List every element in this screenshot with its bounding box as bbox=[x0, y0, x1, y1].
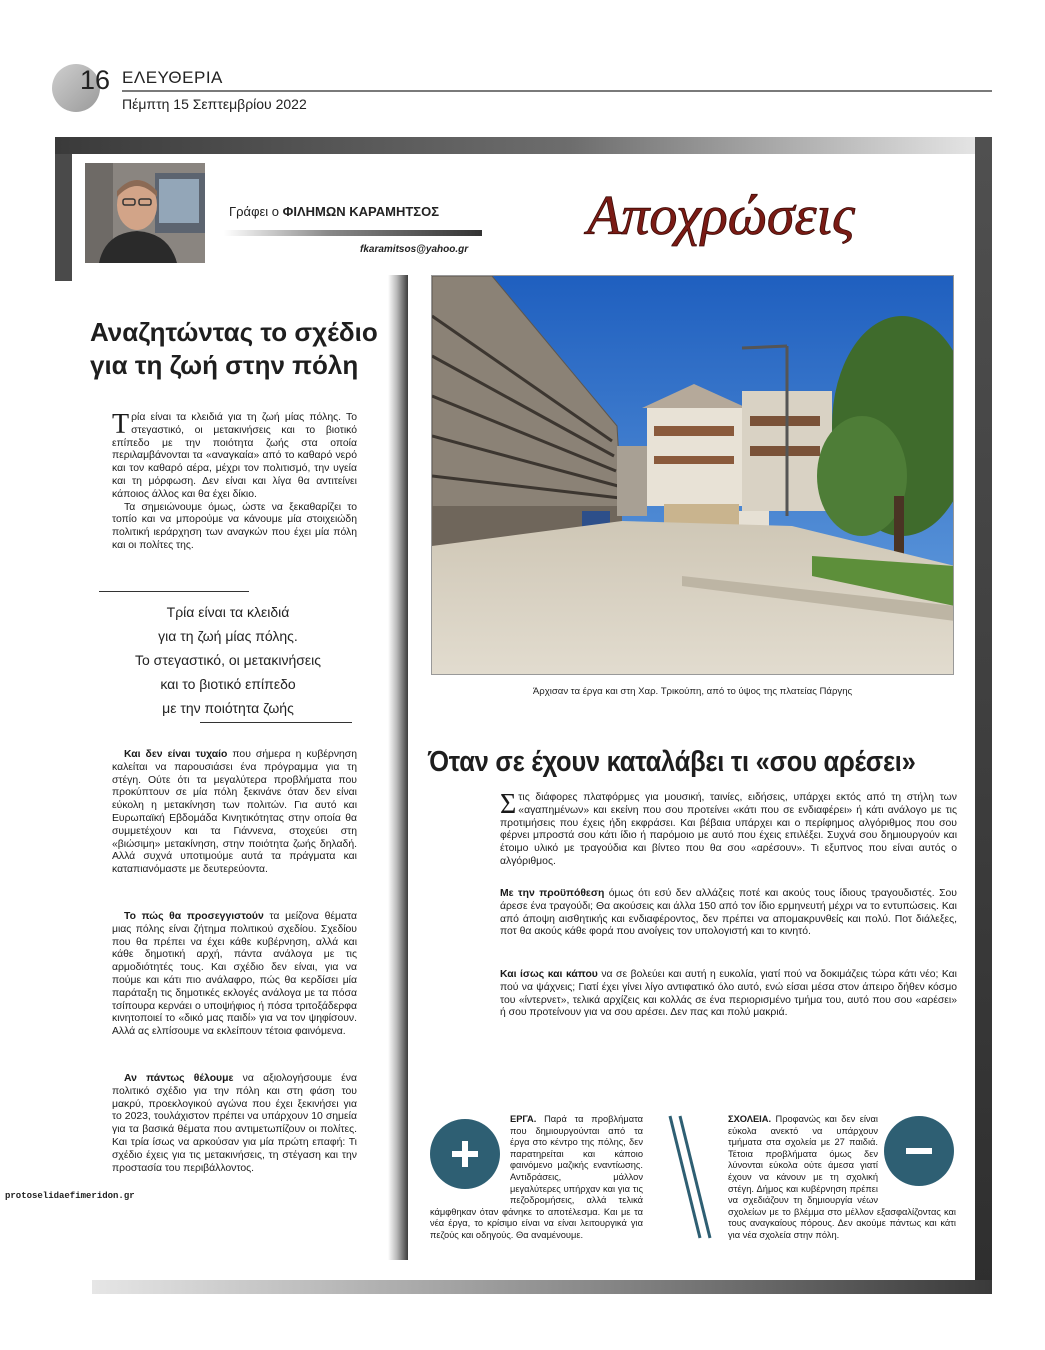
pull-quote-line: για τη ζωή μίας πόλης. bbox=[158, 628, 298, 644]
article1-p3-lead: Το πώς θα προσεγγιστούν bbox=[124, 911, 264, 922]
minus-box bbox=[728, 1114, 956, 1242]
pull-quote-line: Το στεγαστικό, οι μετακινήσεις bbox=[134, 652, 322, 668]
article2-p3-text: να σε βολεύει και αυτή η ευκολία, γιατί πού να δοκιμάζεις τώρα κάτι νέο; Και πού να ψάχνεις; Γιατί έχει γίνει λίγο αντιφατικό όλο αυτό, ενώ είσαι μέσα στον άπειρο δήθεν κόσμο του «ίντερνετ», τελικά αρχίζεις και κολλάς σε ένα περιορισμένο τμήμα του, αυτό που σου «αρέσει» ή σου προτείνουν για να σου αρέσει. Δεν πας και πολύ μακριά. bbox=[500, 969, 957, 1019]
pull-quote-rule-top bbox=[99, 591, 249, 592]
author-email[interactable]: fkaramitsos@yahoo.gr bbox=[360, 244, 469, 255]
byline bbox=[229, 204, 439, 219]
column-logo bbox=[526, 176, 916, 256]
minus-box-text: Προφανώς και δεν είναι εύκολα ανεκτό να υπάρχουν τμήματα στα σχολεία με 27 παιδιά. Τέτοια προβλήματα όμως δεν λύνονται εύκολα ούτε άμεσα γιατί έχουν να κάνουν με τη σχολική στέγη. Δήμος και κυβέρνηση πρέπει να σχεδιάζουν τη δημιουργία νέων σχολείων με το βλέμμα στο μέλλον εξασφαλίζοντας και τους αναγκαίους πόρους. Δεν ακούμε πάντως και κάτι για νέα σχολεία στην πόλη. bbox=[728, 1114, 956, 1240]
article2-dropcap: Σ bbox=[500, 789, 517, 820]
article1-paragraph-2 bbox=[112, 749, 357, 877]
newspaper-name: ΕΛΕΥΘΕΡΙΑ bbox=[122, 68, 223, 87]
header-rule bbox=[122, 90, 992, 92]
column-divider bbox=[388, 275, 408, 1260]
source-watermark: protoselidaefimeridon.gr bbox=[5, 1191, 135, 1201]
plus-box-spacer bbox=[430, 1114, 510, 1204]
column-logo-text: Αποχρώσεις bbox=[587, 185, 855, 247]
article1-p3-text: τα μείζονα θέματα μιας πόλης είναι ζήτημα πολιτικού σχεδίου. Σχεδίου που θα πρέπει να έχει κάθε κυβέρνηση, αλλά και κάθε δημοτική αρχή, πάντα ανάλογα με τις αρμοδιότητές τους. Και σχέδιο δεν είναι, για να πούμε και κάτι πιο ανάλαφρο, πώς θα κερδίσει μία παράταξη τις δημοτικές εκλογές ανάλογα με τα πόσα τσίπουρα κερνάει ο υποψήφιος ή πόσα τριτοξάδερφα κινητοποιεί το «δικό μας παιδί» για να τον ψηφίσουν. Αλλά ας ελπίσουμε να εκλείπουν τέτοια φαινόμενα. bbox=[112, 911, 357, 1038]
article2-p3-lead: Και ίσως και κάπου bbox=[500, 969, 598, 980]
author-photo bbox=[85, 163, 205, 263]
minus-box-heading: ΣΧΟΛΕΙΑ. bbox=[728, 1114, 772, 1124]
article1-title-line2: για τη ζωή στην πόλη bbox=[90, 350, 359, 380]
article1-p4-lead: Αν πάντως θέλουμε bbox=[124, 1073, 234, 1084]
article1-paragraph-1 bbox=[112, 409, 357, 553]
article2-p2-lead: Με την προϋπόθεση bbox=[500, 888, 605, 899]
street-photo bbox=[431, 275, 954, 675]
article1-title bbox=[90, 316, 380, 382]
author-name: ΦΙΛΗΜΩΝ ΚΑΡΑΜΗΤΣΟΣ bbox=[282, 204, 439, 219]
article1-dropcap: Τ bbox=[112, 409, 130, 440]
issue-date: Πέμπτη 15 Σεπτεμβρίου 2022 bbox=[122, 96, 307, 112]
byline-rule bbox=[224, 230, 482, 236]
plus-box bbox=[430, 1114, 643, 1242]
pull-quote-line: με την ποιότητα ζωής bbox=[162, 700, 294, 716]
article1-p1-text: ρία είναι τα κλειδιά για τη ζωή μίας πόλης. Το στεγαστικό, οι μετακινήσεις και το βιοτικό επίπεδο με την ποιότητα ζωής στα οποία περιλαμβάνονται τα «αναγκαία» από το καθαρό νερό και τον καθαρό αέρα, μέχρι τον πολιτισμό, την υγεία και τη μόρφωση. Δεν είναι και λίγα θα αντιτείνει κάποιος άλλος και θα έχει δίκιο. bbox=[112, 412, 357, 500]
article1-title-line1: Αναζητώντας το σχέδιο bbox=[90, 317, 378, 347]
byline-prefix: Γράφει ο bbox=[229, 204, 280, 219]
frame-left-bar bbox=[55, 154, 72, 281]
article1-paragraph-3 bbox=[112, 911, 357, 1039]
divider-slashes-icon bbox=[664, 1112, 718, 1242]
plus-box-heading: ΕΡΓΑ. bbox=[510, 1114, 537, 1124]
article2-title: Όταν σε έχουν καταλάβει τι «σου αρέσει» bbox=[428, 746, 916, 778]
article2-p1-text: τις διάφορες πλατφόρμες για μουσική, ταινίες, ειδήσεις, υπάρχει εκτός από τη στήλη των «αγαπημένων» και εκείνη που σου προτείνει «κάτι που σε ενδιαφέρει» ή κάτι ανάλογο με τις προτιμήσεις που έχεις ήδη εκφράσει. Και βέβαια υπάρχει και ο περίφημος αλγόριθμος που σου φέρνει μπροστά σου κάτι ίδιο ή παρόμοιο με αυτό που έχεις επιλέξει. Συχνά σου δημιουργούν και έτοιμο υλικό με τραγούδια και βίντεο που θα σου «αρέσουν». Τι εξυπνος που είναι αυτός ο αλγόριθμος. bbox=[500, 792, 957, 867]
frame-bottom-bar bbox=[92, 1280, 992, 1294]
pull-quote-line: Τρία είναι τα κλειδιά bbox=[166, 604, 290, 620]
article1-paragraph-4 bbox=[112, 1073, 357, 1175]
article1-p1b-text: Τα σημειώνουμε όμως, ώστε να ξεκαθαρίζει το τοπίο και να μπορούμε να κάνουμε μία στοιχειώδη πολιτική ιεράρχηση των αναγκών που έχει μία πόλη και οι πολίτες της. bbox=[112, 501, 357, 551]
plus-box-text: Παρά τα προβλήματα που δημιουργούνται από τα έργα στο κέντρο της πόλης, δεν παρατηρείται και κάποιο φαινόμενο μαζικής εναντίωσης. Αντιδράσεις, μάλλον μεγαλύτερες υπήρχαν και για τις πεζοδρομήσεις, αλλά τελικά κάμφθηκαν όταν φάνηκε το αποτέλεσμα. Και με τα νέα έργα, το κρίσιμο είναι να είναι λειτουργικά για πεζούς και οδηγούς. Θα αναμένουμε. bbox=[430, 1114, 643, 1240]
article1-p2-text: που σήμερα η κυβέρνηση καλείται να παρουσιάσει ένα πρόγραμμα για τη στέγη. Ούτε ότι τα μεγαλύτερα προβλήματα που προκύπτουν σε μία πόλη ξεκινάνε όταν δεν είναι εύκολη η μετακίνηση των πολιτών. Για αυτό και Ευρωπαϊκή Εβδομάδα Κινητικότητας στην οποία θα συμμετέχουν και τα Γιάννενα, στοχεύει στη «βιώσιμη» μετακίνηση, στην ποιότητα ζωής δηλαδή. Αλλά συχνά υποτιμούμε αυτά τα πράγματα και καταπιανόμαστε με δευτερεύοντα. bbox=[112, 749, 358, 876]
photo-caption: Άρχισαν τα έργα και στη Χαρ. Τρικούπη, από το ύψος της πλατείας Πάργης bbox=[532, 686, 853, 697]
article2-paragraph-1 bbox=[500, 789, 957, 869]
frame-top-bar bbox=[55, 137, 992, 154]
article2-paragraph-3 bbox=[500, 969, 957, 1020]
article2-paragraph-2 bbox=[500, 888, 957, 939]
frame-right-bar bbox=[975, 137, 992, 1294]
minus-box-spacer bbox=[878, 1114, 956, 1198]
pull-quote-line: και το βιοτικό επίπεδο bbox=[160, 676, 296, 692]
page-header bbox=[52, 62, 992, 122]
article2-p2-text: όμως ότι εσύ δεν αλλάζεις ποτέ και ακούς τους ίδιους τραγουδιστές. Σου άρεσε ένα τραγούδι; Θα ακούσεις και άλλα 150 από τον ίδιο ερμηνευτή μέχρι να το εντυπώσεις. Και από άποψη αισθητικής και ενδιαφέροντος, δεν πρέπει να απομακρυνθείς και πολύ. Ποτ διάλεξες, ποτ θα ακούς κάθε φορά που ανοίγεις τον υπολογιστή και το κινητό. bbox=[500, 888, 957, 938]
page-number: 16 bbox=[80, 65, 111, 95]
article1-p2-lead: Και δεν είναι τυχαίο bbox=[124, 749, 228, 760]
pull-quote bbox=[108, 600, 348, 720]
article1-p4-text: να αξιολογήσουμε ένα πολιτικό σχέδιο για την πόλη και στη φάση του μακρύ, προεκλογικού αγώνα που έχει ξεκινήσει για το 2023, τουλάχιστον πρέπει να υπάρχουν 10 σημεία για τα βασικά θέματα που αντιμετωπίζουν οι πολίτες. Και τρία ίσως να αρκούσαν για μία πρώτη επαφή: Τι σχέδιο έχεις για τις μετακινήσεις, τη στέγαση και την προστασία του περιβάλλοντος. bbox=[112, 1073, 357, 1174]
pull-quote-rule-bottom bbox=[200, 722, 352, 723]
